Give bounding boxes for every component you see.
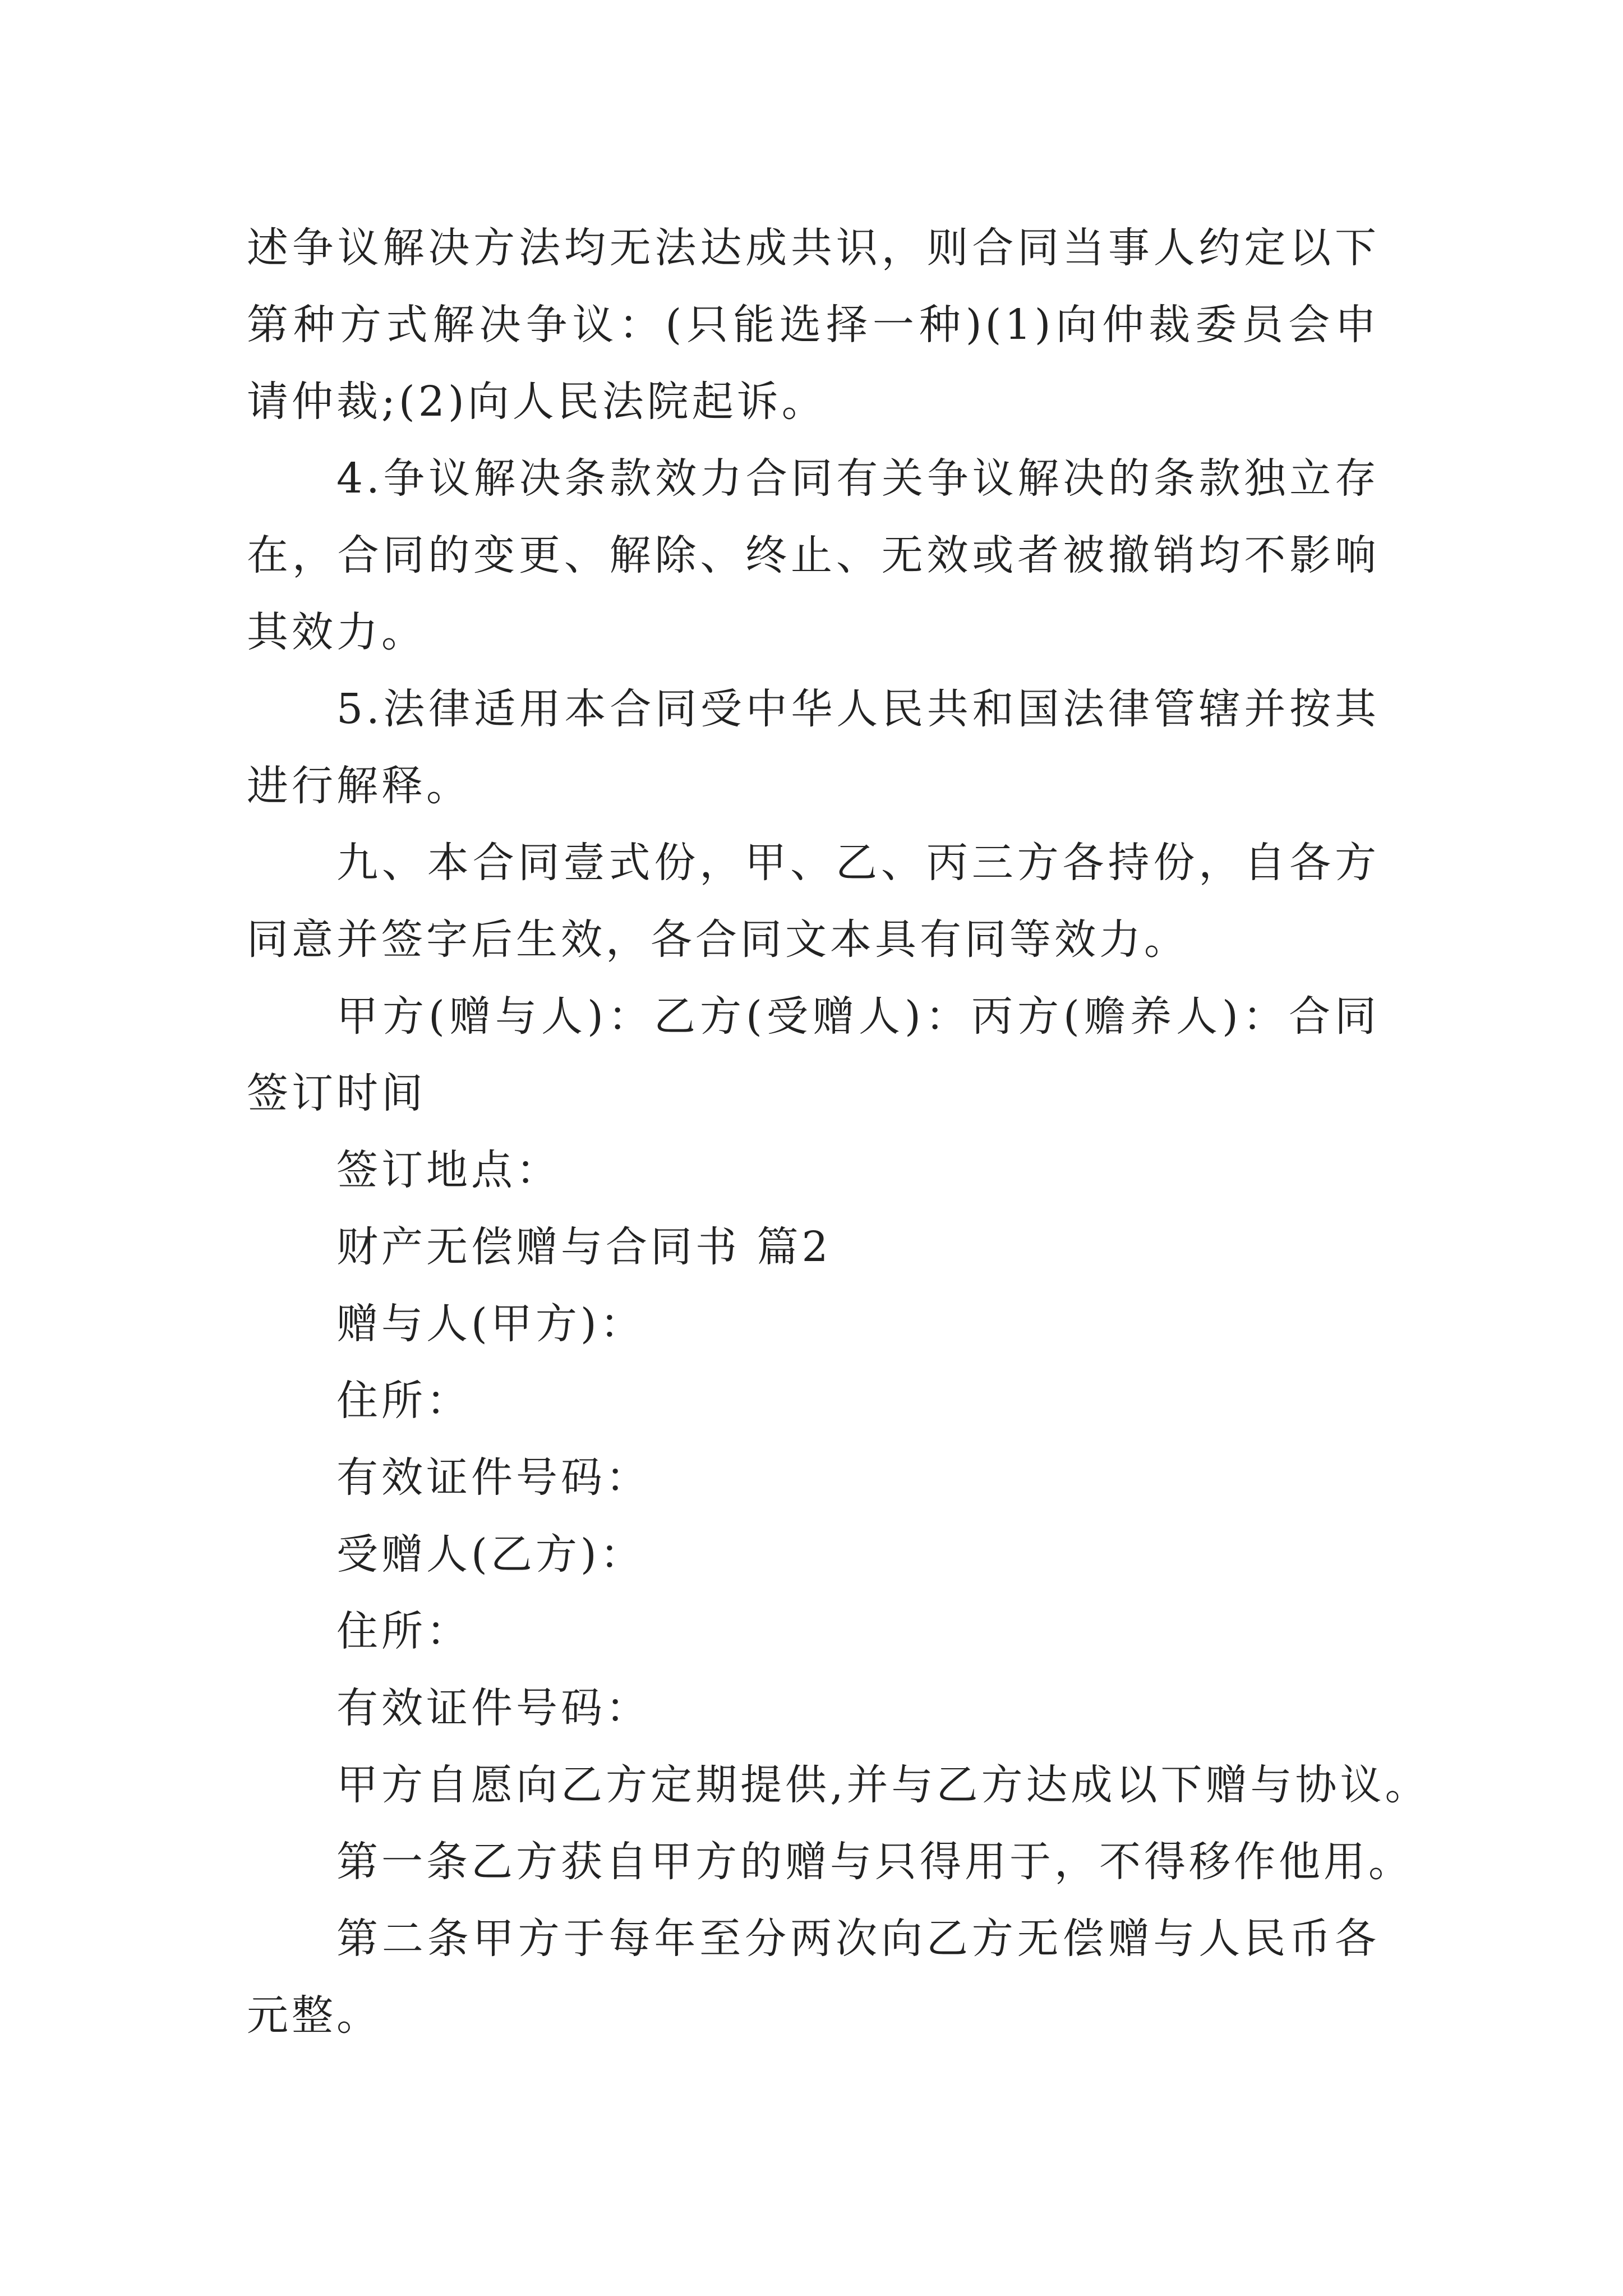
donor-id-field: 有效证件号码： bbox=[336, 1453, 651, 1502]
agreement-intro: 甲方自愿向乙方定期提供,并与乙方达成以下赠与协议。 bbox=[336, 1761, 1430, 1809]
donor-address-field: 住所： bbox=[336, 1377, 471, 1425]
document-body bbox=[247, 210, 1430, 2054]
paragraph-dispute-methods: 述争议解决方法均无法达成共识，则合同当事人约定以下第种方式解决争议：(只能选择一种)(1)向仲裁委员会申请仲裁;(2)向人民法院起诉。 bbox=[247, 224, 1380, 426]
recipient-address-field: 住所： bbox=[336, 1607, 471, 1655]
article-one: 第一条乙方获自甲方的赠与只得用于，不得移作他用。 bbox=[336, 1838, 1413, 1886]
donor-field: 赠与人(甲方)： bbox=[336, 1300, 645, 1348]
paragraph-copies-effectiveness: 九、本合同壹式份，甲、乙、丙三方各持份，自各方同意并签字后生效，各合同文本具有同等效力。 bbox=[247, 839, 1380, 964]
recipient-id-field: 有效证件号码： bbox=[336, 1684, 651, 1732]
signing-place: 签订地点： bbox=[336, 1146, 561, 1194]
paragraph-signatories: 甲方(赠与人)：乙方(受赠人)：丙方(赡养人)：合同签订时间 bbox=[247, 992, 1380, 1117]
section-heading: 财产无偿赠与合同书 篇2 bbox=[336, 1223, 832, 1271]
paragraph-dispute-clause-validity: 4.争议解决条款效力合同有关争议解决的条款独立存在，合同的变更、解除、终止、无效或者被撤销均不影响其效力。 bbox=[247, 454, 1380, 656]
article-two: 第二条甲方于每年至分两次向乙方无偿赠与人民币各元整。 bbox=[247, 1915, 1380, 2040]
recipient-field: 受赠人(乙方)： bbox=[336, 1530, 645, 1579]
paragraph-applicable-law: 5.法律适用本合同受中华人民共和国法律管辖并按其进行解释。 bbox=[247, 685, 1380, 810]
